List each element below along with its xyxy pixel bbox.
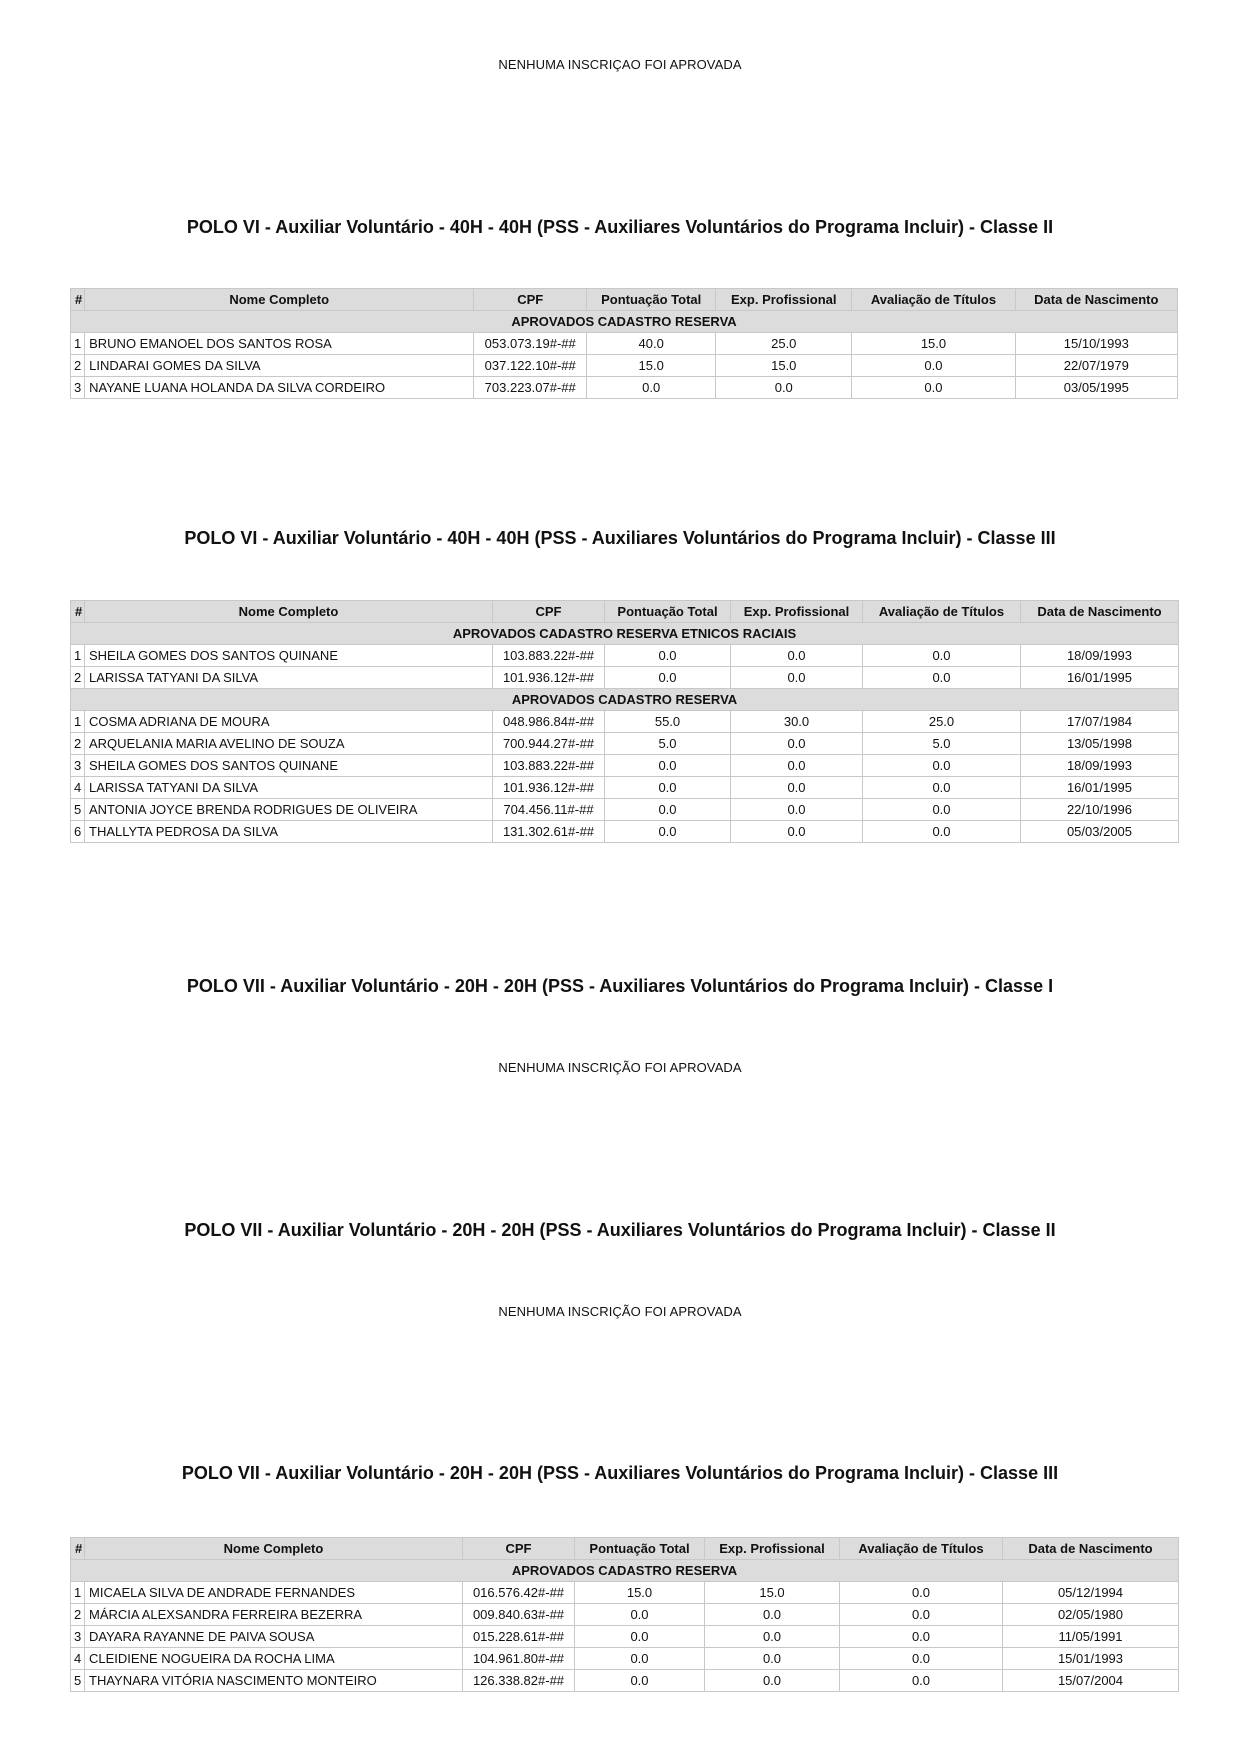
titles-evaluation-cell: 0.0 <box>863 667 1021 689</box>
professional-experience-cell: 0.0 <box>731 755 863 777</box>
candidate-name-cell: SHEILA GOMES DOS SANTOS QUINANE <box>85 645 493 667</box>
table-row <box>71 821 1179 843</box>
total-score-cell: 0.0 <box>605 755 731 777</box>
birth-date-cell: 02/05/1980 <box>1003 1604 1179 1626</box>
group-label: APROVADOS CADASTRO RESERVA <box>71 311 1178 333</box>
titles-evaluation-cell: 5.0 <box>863 733 1021 755</box>
row-index-cell: 4 <box>71 777 85 799</box>
table-row <box>71 777 1179 799</box>
column-header: Pontuação Total <box>605 601 731 623</box>
professional-experience-cell: 0.0 <box>716 377 852 399</box>
cpf-cell: 126.338.82#-## <box>463 1670 575 1692</box>
titles-evaluation-cell: 0.0 <box>840 1626 1003 1648</box>
candidate-name-cell: NAYANE LUANA HOLANDA DA SILVA CORDEIRO <box>85 377 474 399</box>
row-index-cell: 1 <box>71 1582 85 1604</box>
total-score-cell: 0.0 <box>605 645 731 667</box>
table-row <box>71 1648 1179 1670</box>
results-table-polo-vi-classe-ii <box>70 288 1178 399</box>
total-score-cell: 0.0 <box>575 1648 705 1670</box>
group-label: APROVADOS CADASTRO RESERVA ETNICOS RACIAIS <box>71 623 1179 645</box>
no-approval-note-polo-vii-classe-ii: NENHUMA INSCRIÇÃO FOI APROVADA <box>498 1304 742 1319</box>
total-score-cell: 0.0 <box>605 821 731 843</box>
candidate-name-cell: MÁRCIA ALEXSANDRA FERREIRA BEZERRA <box>85 1604 463 1626</box>
table-row <box>71 711 1179 733</box>
cpf-cell: 015.228.61#-## <box>463 1626 575 1648</box>
candidate-name-cell: DAYARA RAYANNE DE PAIVA SOUSA <box>85 1626 463 1648</box>
cpf-cell: 700.944.27#-## <box>493 733 605 755</box>
column-header: Pontuação Total <box>587 289 716 311</box>
column-header: Data de Nascimento <box>1021 601 1179 623</box>
birth-date-cell: 16/01/1995 <box>1021 667 1179 689</box>
column-header: Nome Completo <box>85 289 474 311</box>
professional-experience-cell: 0.0 <box>731 821 863 843</box>
table-row <box>71 755 1179 777</box>
row-index-cell: 1 <box>71 711 85 733</box>
birth-date-cell: 18/09/1993 <box>1021 755 1179 777</box>
row-index-cell: 3 <box>71 377 85 399</box>
section-title-polo-vi-classe-iii: POLO VI - Auxiliar Voluntário - 40H - 40H (PSS - Auxiliares Voluntários do Programa Incluir) - Classe III <box>184 528 1056 548</box>
group-header-row <box>71 311 1178 333</box>
total-score-cell: 5.0 <box>605 733 731 755</box>
table-row <box>71 1582 1179 1604</box>
candidate-name-cell: LARISSA TATYANI DA SILVA <box>85 777 493 799</box>
titles-evaluation-cell: 0.0 <box>840 1670 1003 1692</box>
titles-evaluation-cell: 0.0 <box>863 755 1021 777</box>
titles-evaluation-cell: 25.0 <box>863 711 1021 733</box>
no-approval-note-polo-vii-classe-i: NENHUMA INSCRIÇÃO FOI APROVADA <box>498 1060 742 1075</box>
professional-experience-cell: 0.0 <box>731 733 863 755</box>
professional-experience-cell: 0.0 <box>705 1604 840 1626</box>
birth-date-cell: 16/01/1995 <box>1021 777 1179 799</box>
table-row <box>71 799 1179 821</box>
birth-date-cell: 03/05/1995 <box>1015 377 1177 399</box>
candidate-name-cell: THALLYTA PEDROSA DA SILVA <box>85 821 493 843</box>
birth-date-cell: 22/07/1979 <box>1015 355 1177 377</box>
total-score-cell: 15.0 <box>575 1582 705 1604</box>
cpf-cell: 131.302.61#-## <box>493 821 605 843</box>
column-header: Avaliação de Títulos <box>840 1538 1003 1560</box>
column-header: Avaliação de Títulos <box>863 601 1021 623</box>
row-index-cell: 2 <box>71 733 85 755</box>
birth-date-cell: 13/05/1998 <box>1021 733 1179 755</box>
results-table-polo-vi-classe-iii <box>70 600 1179 843</box>
section-title-polo-vi-classe-ii: POLO VI - Auxiliar Voluntário - 40H - 40H (PSS - Auxiliares Voluntários do Programa Incluir) - Classe II <box>186 217 1054 237</box>
professional-experience-cell: 0.0 <box>731 667 863 689</box>
group-header-row <box>71 689 1179 711</box>
table-header-row <box>71 289 1178 311</box>
table-row <box>71 355 1178 377</box>
titles-evaluation-cell: 0.0 <box>852 355 1015 377</box>
column-header: Nome Completo <box>85 1538 463 1560</box>
cpf-cell: 103.883.22#-## <box>493 755 605 777</box>
total-score-cell: 0.0 <box>605 799 731 821</box>
candidate-name-cell: COSMA ADRIANA DE MOURA <box>85 711 493 733</box>
row-index-cell: 5 <box>71 799 85 821</box>
column-header: Pontuação Total <box>575 1538 705 1560</box>
table-row <box>71 645 1179 667</box>
cpf-cell: 009.840.63#-## <box>463 1604 575 1626</box>
row-index-cell: 3 <box>71 1626 85 1648</box>
table-header-row <box>71 1538 1179 1560</box>
birth-date-cell: 05/03/2005 <box>1021 821 1179 843</box>
candidate-name-cell: THAYNARA VITÓRIA NASCIMENTO MONTEIRO <box>85 1670 463 1692</box>
cpf-cell: 053.073.19#-## <box>474 333 587 355</box>
section-title-polo-vii-classe-ii: POLO VII - Auxiliar Voluntário - 20H - 20H (PSS - Auxiliares Voluntários do Programa Incluir) - Classe II <box>184 1220 1056 1240</box>
titles-evaluation-cell: 0.0 <box>840 1582 1003 1604</box>
professional-experience-cell: 15.0 <box>705 1582 840 1604</box>
cpf-cell: 016.576.42#-## <box>463 1582 575 1604</box>
professional-experience-cell: 0.0 <box>731 645 863 667</box>
row-index-cell: 2 <box>71 1604 85 1626</box>
candidate-name-cell: MICAELA SILVA DE ANDRADE FERNANDES <box>85 1582 463 1604</box>
titles-evaluation-cell: 0.0 <box>840 1648 1003 1670</box>
table-row <box>71 667 1179 689</box>
total-score-cell: 0.0 <box>575 1604 705 1626</box>
titles-evaluation-cell: 0.0 <box>863 777 1021 799</box>
birth-date-cell: 05/12/1994 <box>1003 1582 1179 1604</box>
column-header: Exp. Profissional <box>731 601 863 623</box>
titles-evaluation-cell: 0.0 <box>840 1604 1003 1626</box>
group-header-row <box>71 623 1179 645</box>
no-approval-note-top: NENHUMA INSCRIÇAO FOI APROVADA <box>498 57 742 72</box>
cpf-cell: 703.223.07#-## <box>474 377 587 399</box>
professional-experience-cell: 25.0 <box>716 333 852 355</box>
birth-date-cell: 18/09/1993 <box>1021 645 1179 667</box>
candidate-name-cell: ANTONIA JOYCE BRENDA RODRIGUES DE OLIVEIRA <box>85 799 493 821</box>
birth-date-cell: 17/07/1984 <box>1021 711 1179 733</box>
row-index-cell: 1 <box>71 333 85 355</box>
results-table-polo-vii-classe-iii <box>70 1537 1179 1692</box>
column-header: Exp. Profissional <box>716 289 852 311</box>
section-title-polo-vii-classe-i: POLO VII - Auxiliar Voluntário - 20H - 20H (PSS - Auxiliares Voluntários do Programa Incluir) - Classe I <box>186 976 1054 996</box>
candidate-name-cell: LARISSA TATYANI DA SILVA <box>85 667 493 689</box>
titles-evaluation-cell: 0.0 <box>863 799 1021 821</box>
total-score-cell: 0.0 <box>605 777 731 799</box>
row-index-cell: 4 <box>71 1648 85 1670</box>
column-header: Nome Completo <box>85 601 493 623</box>
row-index-cell: 5 <box>71 1670 85 1692</box>
column-header: Avaliação de Títulos <box>852 289 1015 311</box>
cpf-cell: 101.936.12#-## <box>493 777 605 799</box>
titles-evaluation-cell: 15.0 <box>852 333 1015 355</box>
candidate-name-cell: SHEILA GOMES DOS SANTOS QUINANE <box>85 755 493 777</box>
table-row <box>71 377 1178 399</box>
column-header: Exp. Profissional <box>705 1538 840 1560</box>
professional-experience-cell: 0.0 <box>705 1648 840 1670</box>
titles-evaluation-cell: 0.0 <box>852 377 1015 399</box>
cpf-cell: 704.456.11#-## <box>493 799 605 821</box>
professional-experience-cell: 15.0 <box>716 355 852 377</box>
column-header: # <box>71 1538 85 1560</box>
table-row <box>71 1626 1179 1648</box>
row-index-cell: 6 <box>71 821 85 843</box>
column-header: # <box>71 601 85 623</box>
total-score-cell: 15.0 <box>587 355 716 377</box>
birth-date-cell: 15/01/1993 <box>1003 1648 1179 1670</box>
row-index-cell: 2 <box>71 667 85 689</box>
group-header-row <box>71 1560 1179 1582</box>
column-header: Data de Nascimento <box>1003 1538 1179 1560</box>
column-header: Data de Nascimento <box>1015 289 1177 311</box>
professional-experience-cell: 0.0 <box>705 1670 840 1692</box>
total-score-cell: 0.0 <box>587 377 716 399</box>
row-index-cell: 2 <box>71 355 85 377</box>
total-score-cell: 40.0 <box>587 333 716 355</box>
candidate-name-cell: LINDARAI GOMES DA SILVA <box>85 355 474 377</box>
total-score-cell: 0.0 <box>605 667 731 689</box>
birth-date-cell: 15/10/1993 <box>1015 333 1177 355</box>
total-score-cell: 0.0 <box>575 1670 705 1692</box>
cpf-cell: 103.883.22#-## <box>493 645 605 667</box>
group-label: APROVADOS CADASTRO RESERVA <box>71 1560 1179 1582</box>
professional-experience-cell: 0.0 <box>705 1626 840 1648</box>
table-row <box>71 333 1178 355</box>
column-header: # <box>71 289 85 311</box>
column-header: CPF <box>463 1538 575 1560</box>
column-header: CPF <box>493 601 605 623</box>
table-row <box>71 733 1179 755</box>
cpf-cell: 048.986.84#-## <box>493 711 605 733</box>
candidate-name-cell: ARQUELANIA MARIA AVELINO DE SOUZA <box>85 733 493 755</box>
candidate-name-cell: BRUNO EMANOEL DOS SANTOS ROSA <box>85 333 474 355</box>
titles-evaluation-cell: 0.0 <box>863 645 1021 667</box>
professional-experience-cell: 0.0 <box>731 777 863 799</box>
total-score-cell: 55.0 <box>605 711 731 733</box>
titles-evaluation-cell: 0.0 <box>863 821 1021 843</box>
group-label: APROVADOS CADASTRO RESERVA <box>71 689 1179 711</box>
cpf-cell: 104.961.80#-## <box>463 1648 575 1670</box>
column-header: CPF <box>474 289 587 311</box>
row-index-cell: 1 <box>71 645 85 667</box>
section-title-polo-vii-classe-iii: POLO VII - Auxiliar Voluntário - 20H - 20H (PSS - Auxiliares Voluntários do Programa Incluir) - Classe III <box>181 1463 1059 1483</box>
candidate-name-cell: CLEIDIENE NOGUEIRA DA ROCHA LIMA <box>85 1648 463 1670</box>
professional-experience-cell: 0.0 <box>731 799 863 821</box>
birth-date-cell: 22/10/1996 <box>1021 799 1179 821</box>
birth-date-cell: 15/07/2004 <box>1003 1670 1179 1692</box>
row-index-cell: 3 <box>71 755 85 777</box>
professional-experience-cell: 30.0 <box>731 711 863 733</box>
table-row <box>71 1604 1179 1626</box>
cpf-cell: 101.936.12#-## <box>493 667 605 689</box>
birth-date-cell: 11/05/1991 <box>1003 1626 1179 1648</box>
cpf-cell: 037.122.10#-## <box>474 355 587 377</box>
table-row <box>71 1670 1179 1692</box>
table-header-row <box>71 601 1179 623</box>
total-score-cell: 0.0 <box>575 1626 705 1648</box>
